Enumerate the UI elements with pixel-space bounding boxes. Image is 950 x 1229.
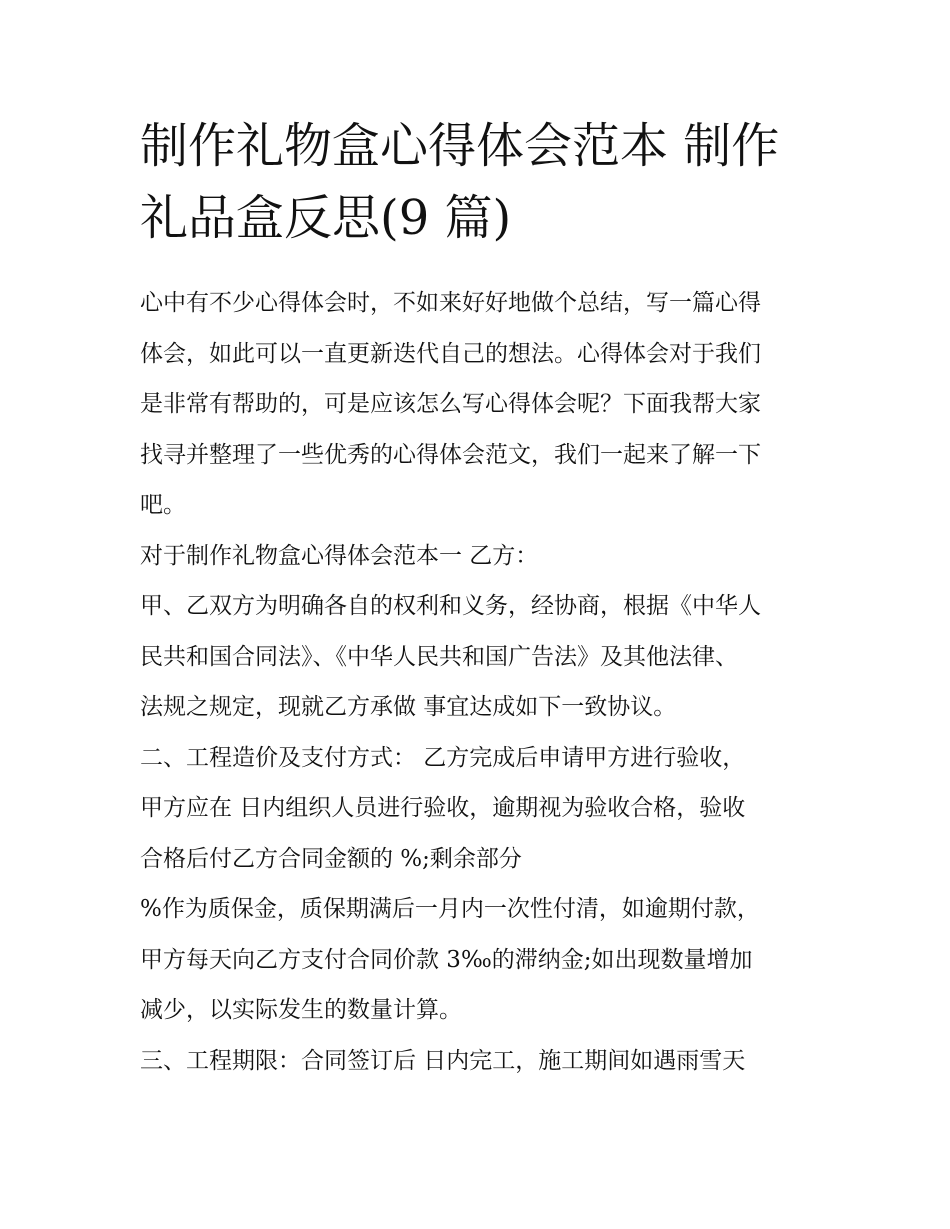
body-line: 民共和国合同法》、《中华人民共和国广告法》及其他法律、 bbox=[140, 643, 738, 670]
body-line: 减少，以实际发生的数量计算。 bbox=[140, 997, 462, 1023]
body-line: 甲、乙双方为明确各自的权利和义务，经协商，根据《中华人 bbox=[140, 593, 761, 619]
body-line: 体会，如此可以一直更新迭代自己的想法。心得体会对于我们 bbox=[140, 340, 761, 367]
body-line: 三、工程期限：合同签订后 日内完工，施工期间如遇雨雪天 bbox=[140, 1047, 746, 1074]
body-line: 二、工程造价及支付方式： 乙方完成后申请甲方进行验收， bbox=[140, 744, 746, 771]
title-line-1: 制作礼物盒心得体会范本 制作 bbox=[140, 118, 780, 174]
title-line-2: 礼品盒反思(9 篇) bbox=[140, 190, 512, 246]
body-line: 法规之规定，现就乙方承做 事宜达成如下一致协议。 bbox=[140, 694, 677, 720]
body-line: 吧。 bbox=[140, 492, 186, 518]
document-page bbox=[140, 110, 820, 1086]
document-title bbox=[140, 110, 820, 254]
body-line: 找寻并整理了一些优秀的心得体会范文，我们一起来了解一下 bbox=[140, 441, 761, 468]
section-heading: 对于制作礼物盒心得体会范本一 乙方： bbox=[140, 542, 539, 569]
body-line: %作为质保金，质保期满后一月内一次性付清，如逾期付款， bbox=[140, 896, 760, 922]
body-line: 心中有不少心得体会时，不如来好好地做个总结，写一篇心得 bbox=[140, 290, 761, 316]
body-line: 甲方每天向乙方支付合同价款 3‰的滞纳金;如出现数量增加 bbox=[140, 946, 753, 973]
body-line: 是非常有帮助的，可是应该怎么写心得体会呢？下面我帮大家 bbox=[140, 391, 761, 417]
body-line: 甲方应在 日内组织人员进行验收，逾期视为验收合格，验收 bbox=[140, 795, 746, 821]
body-line: 合格后付乙方合同金额的 %;剩余部分 bbox=[140, 845, 522, 872]
document-body bbox=[140, 278, 820, 1086]
